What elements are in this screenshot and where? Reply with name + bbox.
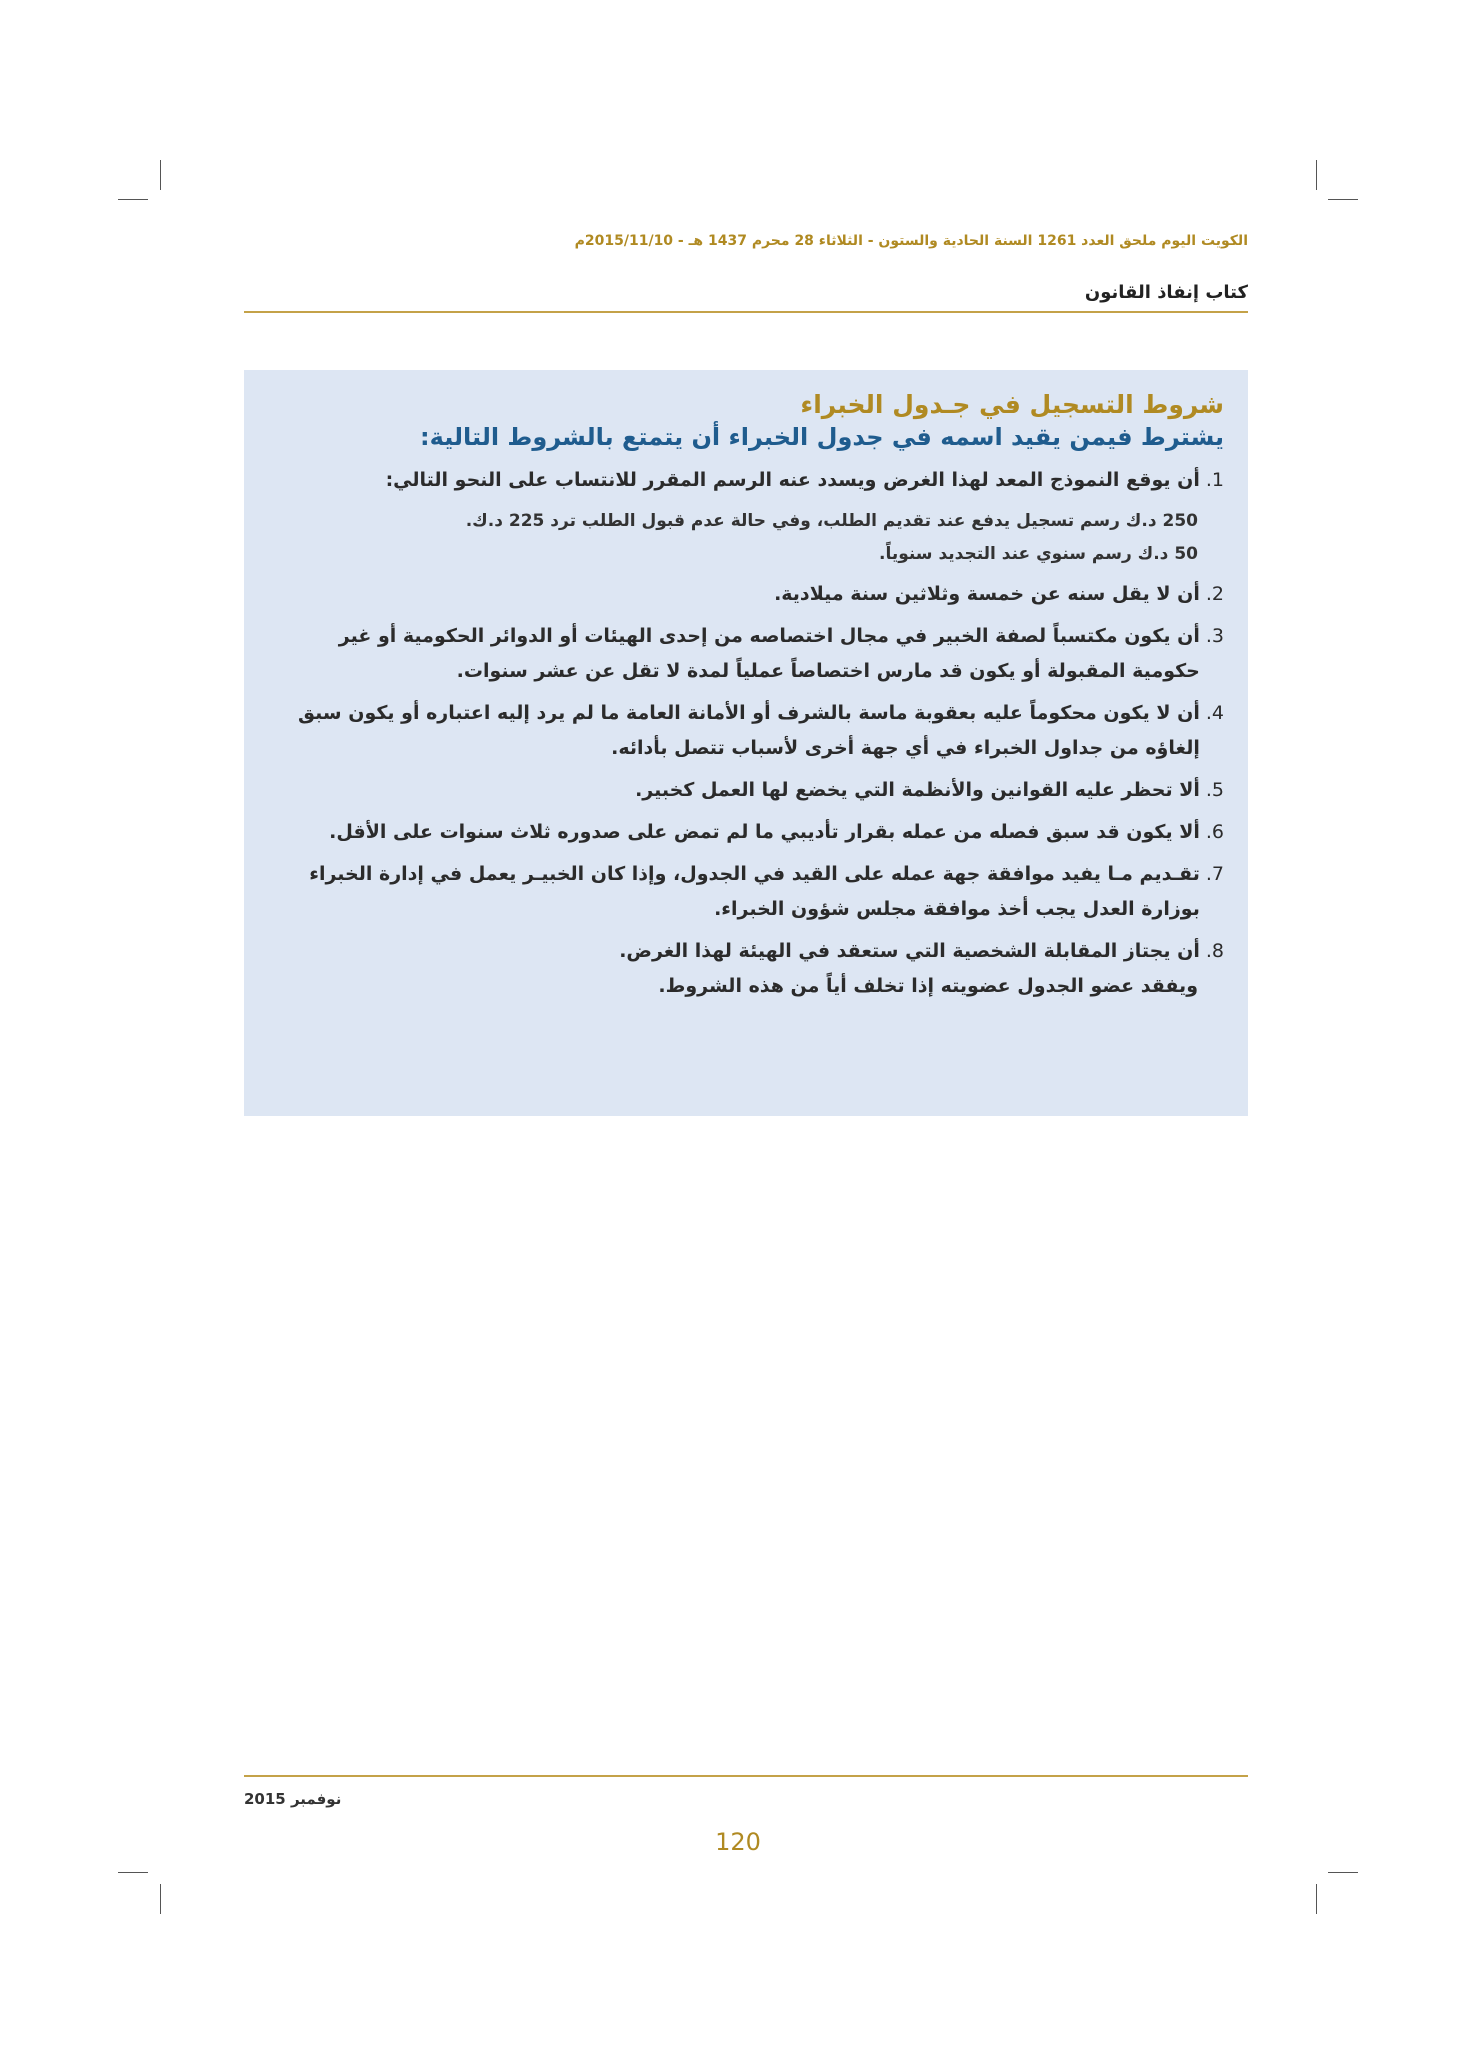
condition-item <box>272 773 1224 808</box>
running-head: الكويت اليوم ملحق العدد 1261 السنة الحادية والستون - الثلاثاء 28 محرم 1437 هـ - 2015/11/10م <box>574 233 1248 249</box>
condition-item <box>272 857 1224 927</box>
page-number: 120 <box>715 1828 761 1856</box>
section-title: كتاب إنفاذ القانون <box>1084 282 1248 303</box>
condition-item <box>272 463 1224 498</box>
conditions-box <box>244 370 1248 1116</box>
condition-text: أن يوقع النموذج المعد لهذا الغرض ويسدد عنه الرسم المقرر للانتساب على النحو التالي: <box>385 469 1200 491</box>
condition-number: 7. <box>1205 863 1224 885</box>
condition-number: 1. <box>1205 469 1224 491</box>
footer-rule <box>244 1775 1248 1777</box>
crop-mark <box>1328 1872 1358 1873</box>
crop-mark <box>118 199 148 200</box>
condition-text: أن يجتاز المقابلة الشخصية التي ستعقد في الهيئة لهذا الغرض. <box>619 940 1200 962</box>
crop-mark <box>160 160 161 190</box>
crop-mark <box>1316 160 1317 190</box>
condition-text: تقـديم مـا يفيد موافقة جهة عمله على القيد في الجدول، وإذا كان الخبيـر يعمل في إدارة الخبراء بوزارة العدل يجب أخذ موافقة مجلس شؤون الخبراء. <box>309 863 1200 920</box>
fee-line: 250 د.ك رسم تسجيل يدفع عند تقديم الطلب، وفي حالة عدم قبول الطلب ترد 225 د.ك. <box>465 511 1198 531</box>
header-rule <box>244 311 1248 313</box>
conditions-content <box>272 390 1224 1004</box>
condition-text: أن لا يكون محكوماً عليه بعقوبة ماسة بالشرف أو الأمانة العامة ما لم يرد إليه اعتباره أو يكون سبق إلغاؤه من جداول الخبراء في أي جهة أخرى لأسباب تتصل بأدائه. <box>298 702 1200 759</box>
crop-mark <box>160 1884 161 1914</box>
condition-text: ألا يكون قد سبق فصله من عمله بقرار تأديبي ما لم تمض على صدوره ثلاث سنوات على الأقل. <box>329 821 1200 843</box>
condition-text: أن يكون مكتسباً لصفة الخبير في مجال اختصاصه من إحدى الهيئات أو الدوائر الحكومية أو غير حكومية المقبولة أو يكون قد مارس اختصاصاً عملياً لمدة لا تقل عن عشر سنوات. <box>338 625 1200 682</box>
condition-item <box>272 696 1224 766</box>
condition-number: 6. <box>1205 821 1224 843</box>
condition-text: أن لا يقل سنه عن خمسة وثلاثين سنة ميلادية. <box>774 583 1200 605</box>
box-heading: شروط التسجيل في جـدول الخبراء <box>800 390 1224 419</box>
condition-number: 4. <box>1205 702 1224 724</box>
box-subheading: يشترط فيمن يقيد اسمه في جدول الخبراء أن يتمتع بالشروط التالية: <box>420 423 1224 451</box>
condition-item <box>272 934 1224 969</box>
condition-number: 2. <box>1205 583 1224 605</box>
condition-number: 5. <box>1205 779 1224 801</box>
crop-mark <box>1316 1884 1317 1914</box>
condition-item <box>272 577 1224 612</box>
crop-mark <box>1328 199 1358 200</box>
fee-line: 50 د.ك رسم سنوي عند التجديد سنوياً. <box>878 544 1198 564</box>
condition-number: 3. <box>1205 625 1224 647</box>
footer-date: نوفمبر 2015 <box>244 1790 342 1808</box>
condition-number: 8. <box>1205 940 1224 962</box>
condition-text: ألا تحظر عليه القوانين والأنظمة التي يخضع لها العمل كخبير. <box>635 779 1200 801</box>
condition-item <box>272 619 1224 689</box>
closing-note: ويفقد عضو الجدول عضويته إذا تخلف أياً من هذه الشروط. <box>658 975 1198 997</box>
condition-item <box>272 815 1224 850</box>
crop-mark <box>118 1872 148 1873</box>
